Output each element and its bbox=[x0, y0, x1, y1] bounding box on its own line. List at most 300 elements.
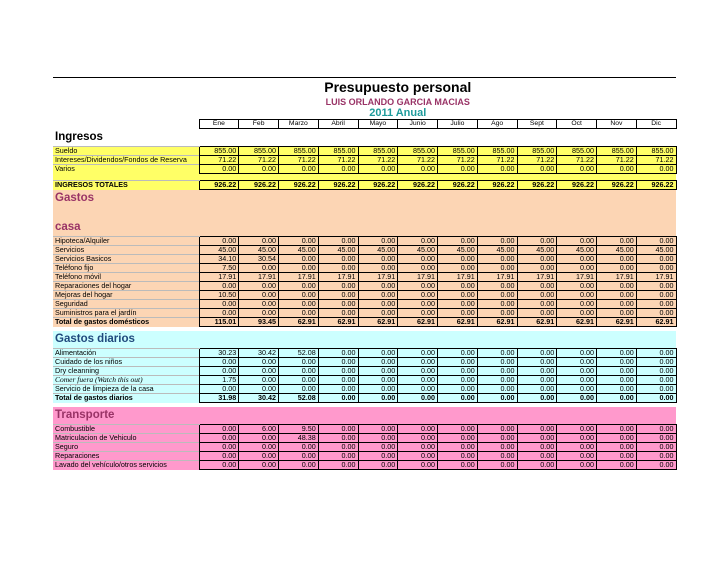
page-title-row bbox=[53, 78, 676, 96]
cell-value: 0.00 bbox=[438, 264, 478, 273]
cell-value: 0.00 bbox=[358, 452, 398, 461]
cell-value: 17.91 bbox=[279, 273, 319, 282]
table-row bbox=[53, 147, 676, 156]
row-label: Servicios Basicos bbox=[53, 255, 199, 264]
cell-value: 0.00 bbox=[438, 452, 478, 461]
cell-value: 0.00 bbox=[279, 300, 319, 309]
cell-value: 62.91 bbox=[636, 318, 676, 327]
cell-value: 926.22 bbox=[597, 181, 637, 190]
cell-value: 0.00 bbox=[517, 434, 557, 443]
cell-value: 0.00 bbox=[358, 282, 398, 291]
cell-value: 855.00 bbox=[318, 147, 358, 156]
cell-value: 0.00 bbox=[199, 237, 239, 246]
cell-value: 0.00 bbox=[398, 376, 438, 385]
cell-value: 0.00 bbox=[358, 358, 398, 367]
cell-value: 17.91 bbox=[438, 273, 478, 282]
cell-value: 926.22 bbox=[517, 181, 557, 190]
month-header: Julio bbox=[438, 120, 478, 129]
cell-value: 0.00 bbox=[318, 367, 358, 376]
cell-value: 0.00 bbox=[318, 376, 358, 385]
cell-value: 0.00 bbox=[517, 291, 557, 300]
cell-value: 0.00 bbox=[279, 367, 319, 376]
cell-value: 0.00 bbox=[398, 282, 438, 291]
row-label: Servicio de limpieza de la casa bbox=[53, 385, 199, 394]
cell-value: 0.00 bbox=[477, 367, 517, 376]
row-label: Matriculacion de Vehiculo bbox=[53, 434, 199, 443]
cell-value: 0.00 bbox=[597, 443, 637, 452]
cell-value: 0.00 bbox=[517, 394, 557, 403]
month-header: Mayo bbox=[358, 120, 398, 129]
cell-value: 0.00 bbox=[557, 367, 597, 376]
budget-table bbox=[53, 78, 677, 470]
cell-value: 0.00 bbox=[517, 165, 557, 174]
cell-value: 0.00 bbox=[557, 300, 597, 309]
cell-value: 45.00 bbox=[239, 246, 279, 255]
cell-value: 0.00 bbox=[557, 255, 597, 264]
cell-value: 0.00 bbox=[477, 165, 517, 174]
cell-value: 0.00 bbox=[358, 385, 398, 394]
cell-value: 0.00 bbox=[199, 452, 239, 461]
cell-value: 0.00 bbox=[239, 282, 279, 291]
month-header: Dic bbox=[636, 120, 676, 129]
row-label: Sueldo bbox=[53, 147, 199, 156]
cell-value: 926.22 bbox=[438, 181, 478, 190]
cell-value: 0.00 bbox=[358, 349, 398, 358]
cell-value: 0.00 bbox=[358, 309, 398, 318]
cell-value: 0.00 bbox=[199, 443, 239, 452]
cell-value: 855.00 bbox=[279, 147, 319, 156]
cell-value: 0.00 bbox=[438, 461, 478, 470]
cell-value: 45.00 bbox=[477, 246, 517, 255]
row-label: Reparaciones del hogar bbox=[53, 282, 199, 291]
cell-value: 9.50 bbox=[279, 425, 319, 434]
cell-value: 0.00 bbox=[636, 165, 676, 174]
cell-value: 0.00 bbox=[279, 282, 319, 291]
cell-value: 0.00 bbox=[597, 255, 637, 264]
section-gastos-title: Gastos bbox=[53, 190, 676, 208]
month-header: Ago bbox=[477, 120, 517, 129]
cell-value: 0.00 bbox=[279, 376, 319, 385]
cell-value: 0.00 bbox=[597, 282, 637, 291]
cell-value: 0.00 bbox=[636, 300, 676, 309]
cell-value: 0.00 bbox=[318, 434, 358, 443]
total-row bbox=[53, 318, 676, 327]
cell-value: 0.00 bbox=[199, 434, 239, 443]
cell-value: 17.91 bbox=[199, 273, 239, 282]
table-row bbox=[53, 291, 676, 300]
cell-value: 0.00 bbox=[517, 237, 557, 246]
cell-value: 0.00 bbox=[597, 264, 637, 273]
cell-value: 0.00 bbox=[318, 309, 358, 318]
cell-value: 0.00 bbox=[477, 385, 517, 394]
cell-value: 0.00 bbox=[477, 237, 517, 246]
table-row bbox=[53, 443, 676, 452]
cell-value: 0.00 bbox=[557, 349, 597, 358]
cell-value: 855.00 bbox=[438, 147, 478, 156]
page-title: Presupuesto personal bbox=[324, 79, 472, 95]
cell-value: 0.00 bbox=[398, 425, 438, 434]
cell-value: 0.00 bbox=[318, 291, 358, 300]
cell-value: 0.00 bbox=[398, 461, 438, 470]
cell-value: 0.00 bbox=[636, 358, 676, 367]
cell-value: 0.00 bbox=[358, 376, 398, 385]
cell-value: 0.00 bbox=[438, 367, 478, 376]
cell-value: 0.00 bbox=[517, 461, 557, 470]
cell-value: 30.23 bbox=[199, 349, 239, 358]
cell-value: 0.00 bbox=[199, 309, 239, 318]
cell-value: 855.00 bbox=[239, 147, 279, 156]
cell-value: 0.00 bbox=[636, 282, 676, 291]
cell-value: 0.00 bbox=[438, 309, 478, 318]
total-row bbox=[53, 394, 676, 403]
cell-value: 0.00 bbox=[477, 425, 517, 434]
cell-value: 0.00 bbox=[279, 443, 319, 452]
cell-value: 0.00 bbox=[517, 385, 557, 394]
cell-value: 0.00 bbox=[398, 255, 438, 264]
table-row bbox=[53, 358, 676, 367]
cell-value: 0.00 bbox=[636, 309, 676, 318]
cell-value: 0.00 bbox=[239, 300, 279, 309]
budget-sheet bbox=[53, 78, 677, 470]
cell-value: 52.08 bbox=[279, 394, 319, 403]
cell-value: 0.00 bbox=[318, 461, 358, 470]
cell-value: 0.00 bbox=[477, 264, 517, 273]
year-label: 2011 Anual bbox=[369, 107, 427, 119]
cell-value: 0.00 bbox=[438, 282, 478, 291]
section-gastos-title-row bbox=[53, 190, 676, 208]
cell-value: 0.00 bbox=[557, 291, 597, 300]
cell-value: 45.00 bbox=[557, 246, 597, 255]
table-row bbox=[53, 349, 676, 358]
cell-value: 0.00 bbox=[239, 237, 279, 246]
cell-value: 0.00 bbox=[279, 291, 319, 300]
cell-value: 0.00 bbox=[358, 367, 398, 376]
cell-value: 45.00 bbox=[438, 246, 478, 255]
cell-value: 0.00 bbox=[517, 349, 557, 358]
cell-value: 0.00 bbox=[199, 282, 239, 291]
cell-value: 0.00 bbox=[318, 394, 358, 403]
table-row bbox=[53, 367, 676, 376]
cell-value: 0.00 bbox=[318, 264, 358, 273]
total-row bbox=[53, 181, 676, 190]
cell-value: 0.00 bbox=[358, 443, 398, 452]
cell-value: 0.00 bbox=[279, 385, 319, 394]
cell-value: 0.00 bbox=[557, 434, 597, 443]
cell-value: 30.54 bbox=[239, 255, 279, 264]
owner-name-row bbox=[53, 96, 676, 107]
cell-value: 0.00 bbox=[557, 425, 597, 434]
cell-value: 0.00 bbox=[517, 282, 557, 291]
section-ingresos-title: Ingresos bbox=[55, 131, 103, 143]
cell-value: 0.00 bbox=[517, 367, 557, 376]
cell-value: 62.91 bbox=[279, 318, 319, 327]
cell-value: 45.00 bbox=[279, 246, 319, 255]
table-row bbox=[53, 300, 676, 309]
cell-value: 0.00 bbox=[358, 425, 398, 434]
cell-value: 62.91 bbox=[398, 318, 438, 327]
cell-value: 0.00 bbox=[597, 291, 637, 300]
month-header: Oct bbox=[557, 120, 597, 129]
cell-value: 0.00 bbox=[358, 461, 398, 470]
cell-value: 10.50 bbox=[199, 291, 239, 300]
cell-value: 0.00 bbox=[597, 237, 637, 246]
cell-value: 0.00 bbox=[477, 349, 517, 358]
cell-value: 0.00 bbox=[358, 237, 398, 246]
cell-value: 0.00 bbox=[636, 367, 676, 376]
cell-value: 0.00 bbox=[398, 452, 438, 461]
cell-value: 31.98 bbox=[199, 394, 239, 403]
cell-value: 71.22 bbox=[239, 156, 279, 165]
cell-value: 71.22 bbox=[358, 156, 398, 165]
cell-value: 0.00 bbox=[597, 376, 637, 385]
cell-value: 855.00 bbox=[398, 147, 438, 156]
cell-value: 0.00 bbox=[477, 461, 517, 470]
cell-value: 0.00 bbox=[279, 309, 319, 318]
cell-value: 62.91 bbox=[557, 318, 597, 327]
section-diarios-title: Gastos diarios bbox=[53, 331, 676, 349]
cell-value: 0.00 bbox=[398, 309, 438, 318]
cell-value: 0.00 bbox=[636, 425, 676, 434]
cell-value: 0.00 bbox=[597, 394, 637, 403]
cell-value: 0.00 bbox=[477, 358, 517, 367]
cell-value: 0.00 bbox=[358, 291, 398, 300]
cell-value: 926.22 bbox=[279, 181, 319, 190]
cell-value: 0.00 bbox=[517, 443, 557, 452]
cell-value: 48.38 bbox=[279, 434, 319, 443]
cell-value: 62.91 bbox=[517, 318, 557, 327]
cell-value: 0.00 bbox=[557, 376, 597, 385]
table-row bbox=[53, 156, 676, 165]
cell-value: 0.00 bbox=[517, 309, 557, 318]
row-label: Seguro bbox=[53, 443, 199, 452]
cell-value: 0.00 bbox=[239, 443, 279, 452]
cell-value: 0.00 bbox=[438, 349, 478, 358]
section-transporte-title-row bbox=[53, 407, 676, 425]
cell-value: 0.00 bbox=[358, 434, 398, 443]
cell-value: 0.00 bbox=[318, 358, 358, 367]
cell-value: 0.00 bbox=[199, 165, 239, 174]
cell-value: 0.00 bbox=[557, 264, 597, 273]
cell-value: 0.00 bbox=[438, 300, 478, 309]
cell-value: 0.00 bbox=[597, 309, 637, 318]
cell-value: 0.00 bbox=[318, 237, 358, 246]
cell-value: 17.91 bbox=[597, 273, 637, 282]
row-label: INGRESOS TOTALES bbox=[53, 181, 199, 190]
cell-value: 45.00 bbox=[398, 246, 438, 255]
cell-value: 0.00 bbox=[557, 237, 597, 246]
cell-value: 855.00 bbox=[557, 147, 597, 156]
cell-value: 0.00 bbox=[597, 300, 637, 309]
cell-value: 0.00 bbox=[517, 255, 557, 264]
table-row bbox=[53, 237, 676, 246]
cell-value: 0.00 bbox=[318, 349, 358, 358]
cell-value: 0.00 bbox=[636, 237, 676, 246]
owner-name: LUIS ORLANDO GARCIA MACIAS bbox=[325, 96, 470, 107]
cell-value: 0.00 bbox=[398, 443, 438, 452]
cell-value: 62.91 bbox=[597, 318, 637, 327]
row-label: Comer fuera (Watch this out) bbox=[53, 376, 199, 385]
cell-value: 0.00 bbox=[517, 425, 557, 434]
cell-value: 0.00 bbox=[239, 358, 279, 367]
cell-value: 0.00 bbox=[636, 443, 676, 452]
cell-value: 0.00 bbox=[438, 237, 478, 246]
cell-value: 926.22 bbox=[636, 181, 676, 190]
cell-value: 0.00 bbox=[636, 385, 676, 394]
cell-value: 0.00 bbox=[398, 434, 438, 443]
cell-value: 855.00 bbox=[199, 147, 239, 156]
cell-value: 0.00 bbox=[239, 452, 279, 461]
cell-value: 0.00 bbox=[318, 255, 358, 264]
cell-value: 0.00 bbox=[477, 434, 517, 443]
cell-value: 0.00 bbox=[636, 264, 676, 273]
cell-value: 926.22 bbox=[318, 181, 358, 190]
cell-value: 0.00 bbox=[239, 434, 279, 443]
cell-value: 52.08 bbox=[279, 349, 319, 358]
cell-value: 0.00 bbox=[557, 443, 597, 452]
section-casa-title-row bbox=[53, 219, 676, 237]
cell-value: 0.00 bbox=[438, 255, 478, 264]
cell-value: 71.22 bbox=[636, 156, 676, 165]
cell-value: 0.00 bbox=[438, 434, 478, 443]
section-casa-title: casa bbox=[53, 219, 676, 237]
row-label: Lavado del vehículo/otros servicios bbox=[53, 461, 199, 470]
cell-value: 0.00 bbox=[438, 358, 478, 367]
cell-value: 34.10 bbox=[199, 255, 239, 264]
cell-value: 0.00 bbox=[358, 300, 398, 309]
cell-value: 6.00 bbox=[239, 425, 279, 434]
row-label: Hipoteca/Alquiler bbox=[53, 237, 199, 246]
cell-value: 0.00 bbox=[279, 452, 319, 461]
cell-value: 0.00 bbox=[398, 237, 438, 246]
table-row bbox=[53, 282, 676, 291]
cell-value: 0.00 bbox=[597, 349, 637, 358]
cell-value: 93.45 bbox=[239, 318, 279, 327]
cell-value: 0.00 bbox=[279, 165, 319, 174]
cell-value: 71.22 bbox=[597, 156, 637, 165]
row-label: Seguridad bbox=[53, 300, 199, 309]
cell-value: 71.22 bbox=[438, 156, 478, 165]
month-header-row bbox=[53, 120, 676, 129]
cell-value: 17.91 bbox=[358, 273, 398, 282]
table-row bbox=[53, 385, 676, 394]
cell-value: 0.00 bbox=[398, 264, 438, 273]
row-label: Varios bbox=[53, 165, 199, 174]
cell-value: 0.00 bbox=[636, 461, 676, 470]
row-label: Teléfono móvil bbox=[53, 273, 199, 282]
cell-value: 17.91 bbox=[318, 273, 358, 282]
cell-value: 0.00 bbox=[477, 452, 517, 461]
cell-value: 0.00 bbox=[438, 291, 478, 300]
table-row bbox=[53, 246, 676, 255]
row-label: Servicios bbox=[53, 246, 199, 255]
cell-value: 0.00 bbox=[636, 291, 676, 300]
cell-value: 0.00 bbox=[477, 394, 517, 403]
table-row bbox=[53, 264, 676, 273]
cell-value: 0.00 bbox=[557, 282, 597, 291]
cell-value: 0.00 bbox=[398, 394, 438, 403]
cell-value: 0.00 bbox=[438, 443, 478, 452]
cell-value: 0.00 bbox=[557, 394, 597, 403]
cell-value: 71.22 bbox=[398, 156, 438, 165]
cell-value: 0.00 bbox=[597, 425, 637, 434]
cell-value: 17.91 bbox=[477, 273, 517, 282]
cell-value: 0.00 bbox=[199, 300, 239, 309]
cell-value: 0.00 bbox=[597, 434, 637, 443]
cell-value: 0.00 bbox=[597, 461, 637, 470]
cell-value: 0.00 bbox=[438, 376, 478, 385]
cell-value: 0.00 bbox=[557, 309, 597, 318]
cell-value: 0.00 bbox=[279, 237, 319, 246]
cell-value: 926.22 bbox=[358, 181, 398, 190]
cell-value: 0.00 bbox=[279, 255, 319, 264]
cell-value: 0.00 bbox=[398, 367, 438, 376]
row-label: Intereses/Dividendos/Fondos de Reserva bbox=[53, 156, 199, 165]
row-label: Teléfono fijo bbox=[53, 264, 199, 273]
cell-value: 0.00 bbox=[597, 358, 637, 367]
month-header: Nov bbox=[597, 120, 637, 129]
cell-value: 0.00 bbox=[597, 165, 637, 174]
cell-value: 0.00 bbox=[597, 367, 637, 376]
cell-value: 0.00 bbox=[438, 394, 478, 403]
row-label: Total de gastos domésticos bbox=[53, 318, 199, 327]
cell-value: 0.00 bbox=[597, 452, 637, 461]
cell-value: 0.00 bbox=[398, 385, 438, 394]
cell-value: 71.22 bbox=[477, 156, 517, 165]
cell-value: 0.00 bbox=[239, 461, 279, 470]
cell-value: 926.22 bbox=[199, 181, 239, 190]
cell-value: 0.00 bbox=[318, 165, 358, 174]
cell-value: 0.00 bbox=[477, 282, 517, 291]
cell-value: 0.00 bbox=[239, 376, 279, 385]
table-row bbox=[53, 425, 676, 434]
row-label: Combustible bbox=[53, 425, 199, 434]
cell-value: 0.00 bbox=[239, 367, 279, 376]
cell-value: 71.22 bbox=[517, 156, 557, 165]
table-row bbox=[53, 452, 676, 461]
cell-value: 0.00 bbox=[279, 461, 319, 470]
table-row bbox=[53, 376, 676, 385]
cell-value: 45.00 bbox=[358, 246, 398, 255]
cell-value: 30.42 bbox=[239, 349, 279, 358]
table-row bbox=[53, 309, 676, 318]
cell-value: 0.00 bbox=[398, 291, 438, 300]
cell-value: 855.00 bbox=[517, 147, 557, 156]
cell-value: 0.00 bbox=[318, 282, 358, 291]
cell-value: 0.00 bbox=[239, 309, 279, 318]
cell-value: 17.91 bbox=[636, 273, 676, 282]
cell-value: 62.91 bbox=[477, 318, 517, 327]
table-row bbox=[53, 434, 676, 443]
cell-value: 0.00 bbox=[318, 300, 358, 309]
month-header: Junio bbox=[398, 120, 438, 129]
cell-value: 30.42 bbox=[239, 394, 279, 403]
cell-value: 115.01 bbox=[199, 318, 239, 327]
cell-value: 0.00 bbox=[557, 461, 597, 470]
cell-value: 0.00 bbox=[358, 264, 398, 273]
row-label: Alimentación bbox=[53, 349, 199, 358]
cell-value: 0.00 bbox=[199, 385, 239, 394]
cell-value: 0.00 bbox=[239, 165, 279, 174]
cell-value: 45.00 bbox=[199, 246, 239, 255]
cell-value: 0.00 bbox=[318, 425, 358, 434]
table-row bbox=[53, 255, 676, 264]
cell-value: 0.00 bbox=[438, 385, 478, 394]
cell-value: 0.00 bbox=[398, 300, 438, 309]
table-row bbox=[53, 165, 676, 174]
row-label: Total de gastos diarios bbox=[53, 394, 199, 403]
cell-value: 0.00 bbox=[517, 300, 557, 309]
section-diarios-title-row bbox=[53, 331, 676, 349]
